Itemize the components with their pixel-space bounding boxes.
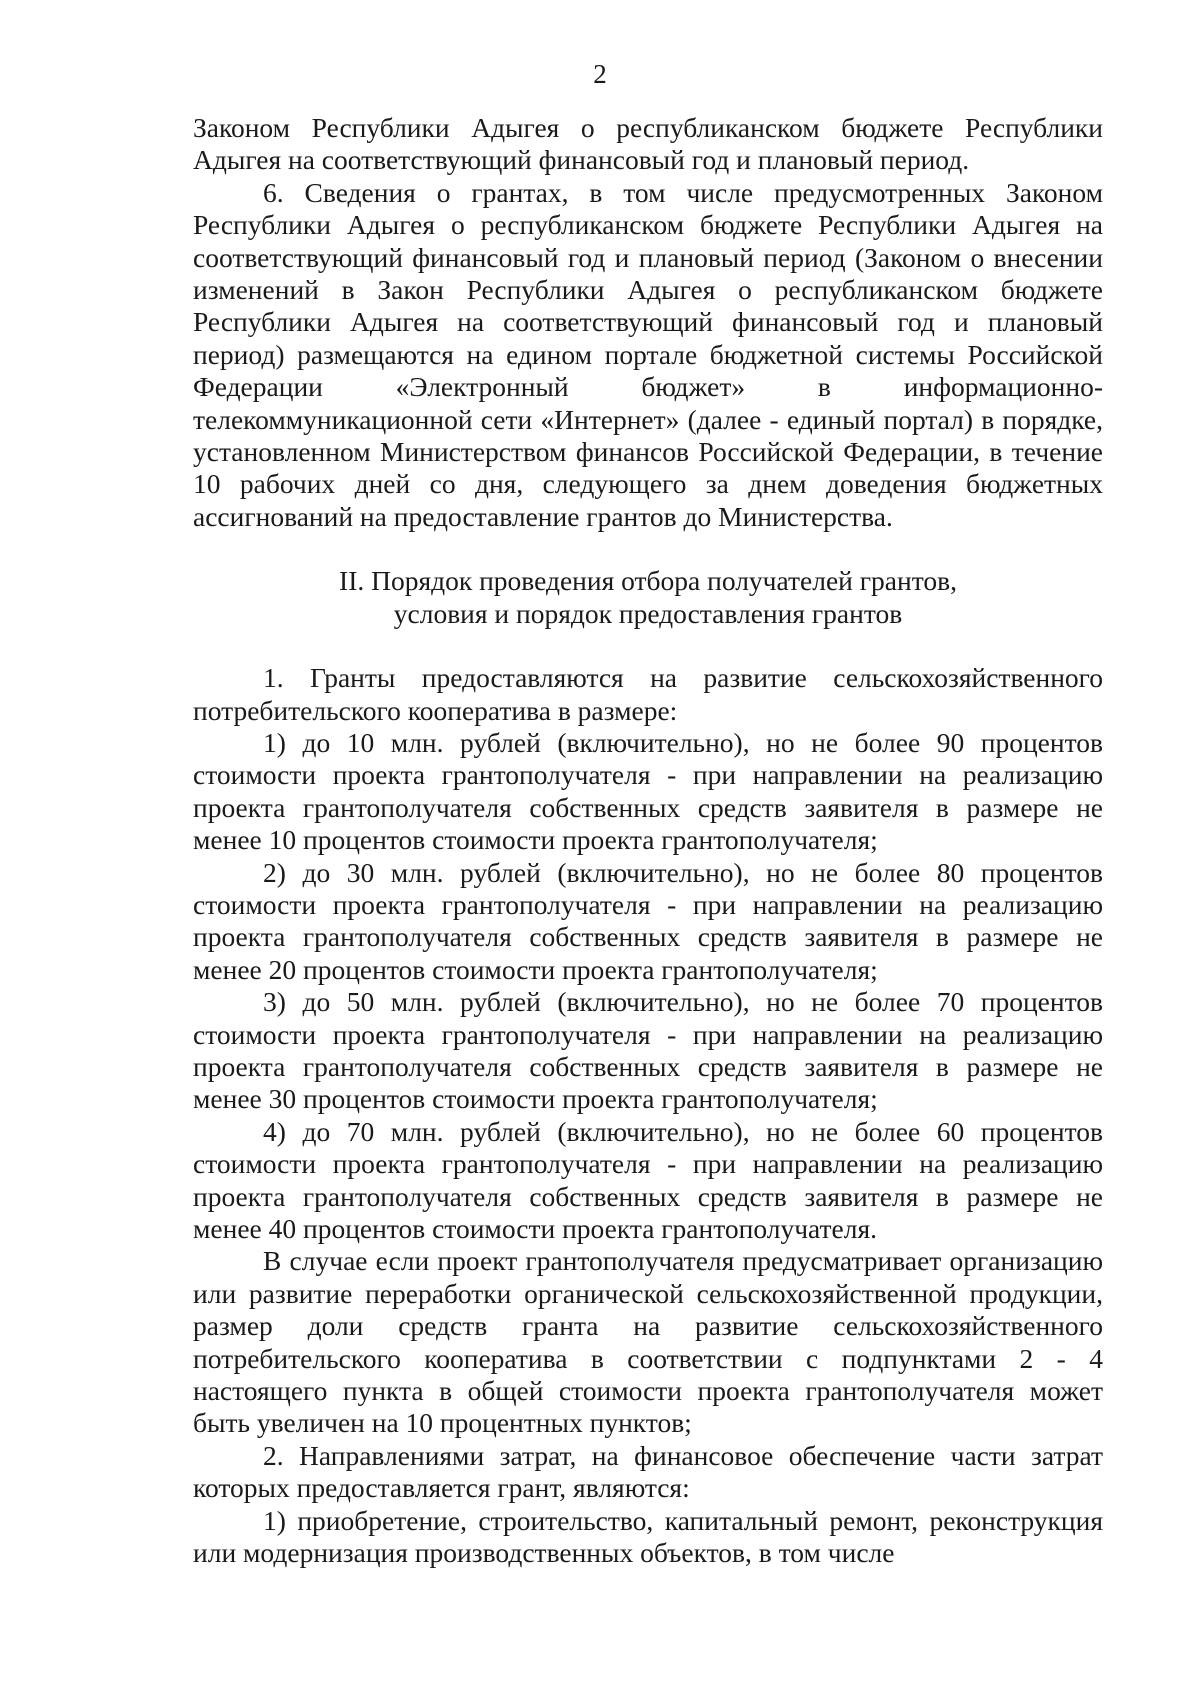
section-title-line-1: II. Порядок проведения отбора получателей грантов, xyxy=(339,565,957,597)
paragraph-item-2: 2. Направлениями затрат, на финансовое обеспечение части затрат которых предоставляется грант, являются: xyxy=(193,1439,1103,1504)
paragraph-organic-case: В случае если проект грантополучателя предусматривает организацию или развитие переработки органической сельскохозяйственной продукции, размер доли средств гранта на развитие сельскохозяйственного потребительского кооператива в соответствии с подпунктами 2 - 4 настоящего пункта в общей стоимости проекта грантополучателя может быть увеличен на 10 процентных пунктов; xyxy=(193,1245,1103,1439)
paragraph-item-2-subitem-1: 1) приобретение, строительство, капитальный ремонт, реконструкция или модернизация производственных объектов, в том числе xyxy=(193,1504,1103,1569)
paragraph-item-1: 1. Гранты предоставляются на развитие сельскохозяйственного потребительского кооператива в размере: xyxy=(193,662,1103,726)
paragraph-item-6: 6. Сведения о грантах, в том числе предусмотренных Законом Республики Адыгея о республиканском бюджете Республики Адыгея на соответствующий финансовый год и плановый период (Законом о внесении изменений в Закон Республики Адыгея о республиканском бюджете Республики Адыгея на соответствующий финансовый год и плановый период) размещаются на едином портале бюджетной системы Российской Федерации «Электронный бюджет» в информационно-телекоммуникационной сети «Интернет» (далее - единый портал) в порядке, установленном Министерством финансов Российской Федерации, в течение 10 рабочих дней со дня, следующего за днем доведения бюджетных ассигнований на предоставление грантов до Министерства. xyxy=(193,176,1103,532)
paragraph-subitem-2: 2) до 30 млн. рублей (включительно), но не более 80 процентов стоимости проекта грантополучателя - при направлении на реализацию проекта грантополучателя собственных средств заявителя в размере не менее 20 процентов стоимости проекта грантополучателя; xyxy=(193,856,1103,985)
paragraph-law-continuation: Законом Республики Адыгея о республиканском бюджете Республики Адыгея на соответствующий финансовый год и плановый период. xyxy=(193,112,1103,176)
spacer xyxy=(193,533,1103,565)
spacer xyxy=(193,630,1103,662)
paragraph-subitem-4: 4) до 70 млн. рублей (включительно), но не более 60 процентов стоимости проекта грантополучателя - при направлении на реализацию проекта грантополучателя собственных средств заявителя в размере не менее 40 процентов стоимости проекта грантополучателя. xyxy=(193,1115,1103,1244)
paragraph-subitem-1: 1) до 10 млн. рублей (включительно), но не более 90 процентов стоимости проекта грантополучателя - при направлении на реализацию проекта грантополучателя собственных средств заявителя в размере не менее 10 процентов стоимости проекта грантополучателя; xyxy=(193,726,1103,856)
section-title-line-2: условия и порядок предоставления грантов xyxy=(393,597,903,629)
paragraph-subitem-3: 3) до 50 млн. рублей (включительно), но не более 70 процентов стоимости проекта грантополучателя - при направлении на реализацию проекта грантополучателя собственных средств заявителя в размере не менее 30 процентов стоимости проекта грантополучателя; xyxy=(193,986,1103,1115)
document-body xyxy=(193,112,1103,1569)
page-number: 2 xyxy=(593,59,607,89)
